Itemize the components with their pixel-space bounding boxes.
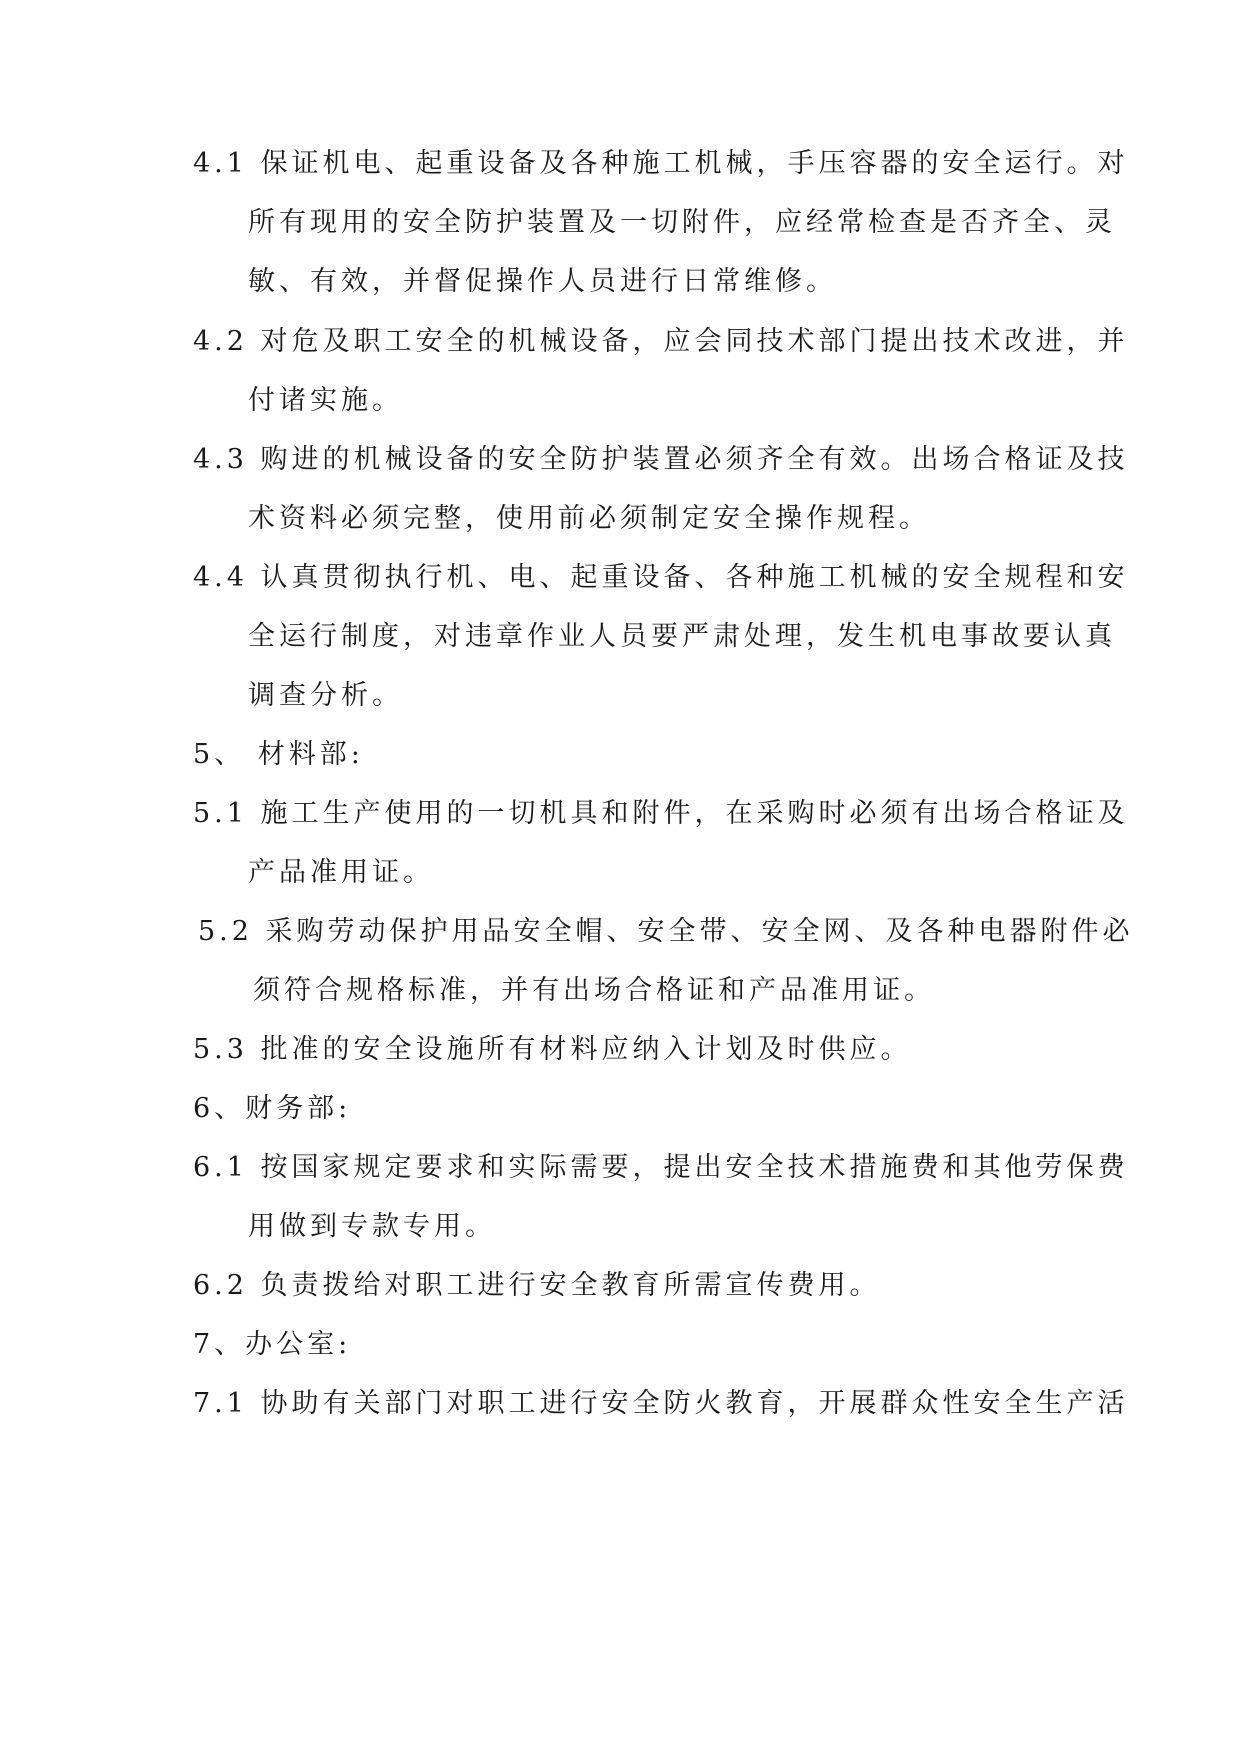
section-heading: 5、 材料部: [193,739,364,770]
text-line: 术资料必须完整，使用前必须制定安全操作规程。 [248,503,930,534]
text-line: 6.1 按国家规定要求和实际需要，提出安全技术措施费和其他劳保费 [193,1152,1129,1183]
section-heading: 7、办公室: [193,1329,352,1360]
text-line: 全运行制度，对违章作业人员要严肃处理，发生机电事故要认真 [248,621,1116,652]
text-line: 调查分析。 [248,680,403,711]
text-line: 4.1 保证机电、起重设备及各种施工机械，手压容器的安全运行。对 [193,148,1129,179]
text-line: 所有现用的安全防护装置及一切附件，应经常检查是否齐全、灵 [248,207,1116,238]
text-line: 7.1 协助有关部门对职工进行安全防火教育，开展群众性安全生产活 [193,1388,1129,1419]
text-line: 用做到专款专用。 [248,1211,496,1242]
text-line: 5.2 采购劳动保护用品安全帽、安全带、安全网、及各种电器附件必 [198,916,1134,947]
text-line: 4.4 认真贯彻执行机、电、起重设备、各种施工机械的安全规程和安 [193,562,1129,593]
text-line: 6.2 负责拨给对职工进行安全教育所需宣传费用。 [193,1270,881,1301]
text-line: 5.3 批准的安全设施所有材料应纳入计划及时供应。 [193,1034,912,1065]
text-line: 产品准用证。 [248,857,434,888]
text-line: 4.2 对危及职工安全的机械设备，应会同技术部门提出技术改进，并 [193,326,1129,357]
text-line: 4.3 购进的机械设备的安全防护装置必须齐全有效。出场合格证及技 [193,444,1129,475]
text-line: 5.1 施工生产使用的一切机具和附件，在采购时必须有出场合格证及 [193,798,1129,829]
text-line: 须符合规格标准，并有出场合格证和产品准用证。 [253,975,935,1006]
text-line: 敏、有效，并督促操作人员进行日常维修。 [248,266,837,297]
section-heading: 6、财务部: [193,1093,352,1124]
text-line: 付诸实施。 [248,385,403,416]
